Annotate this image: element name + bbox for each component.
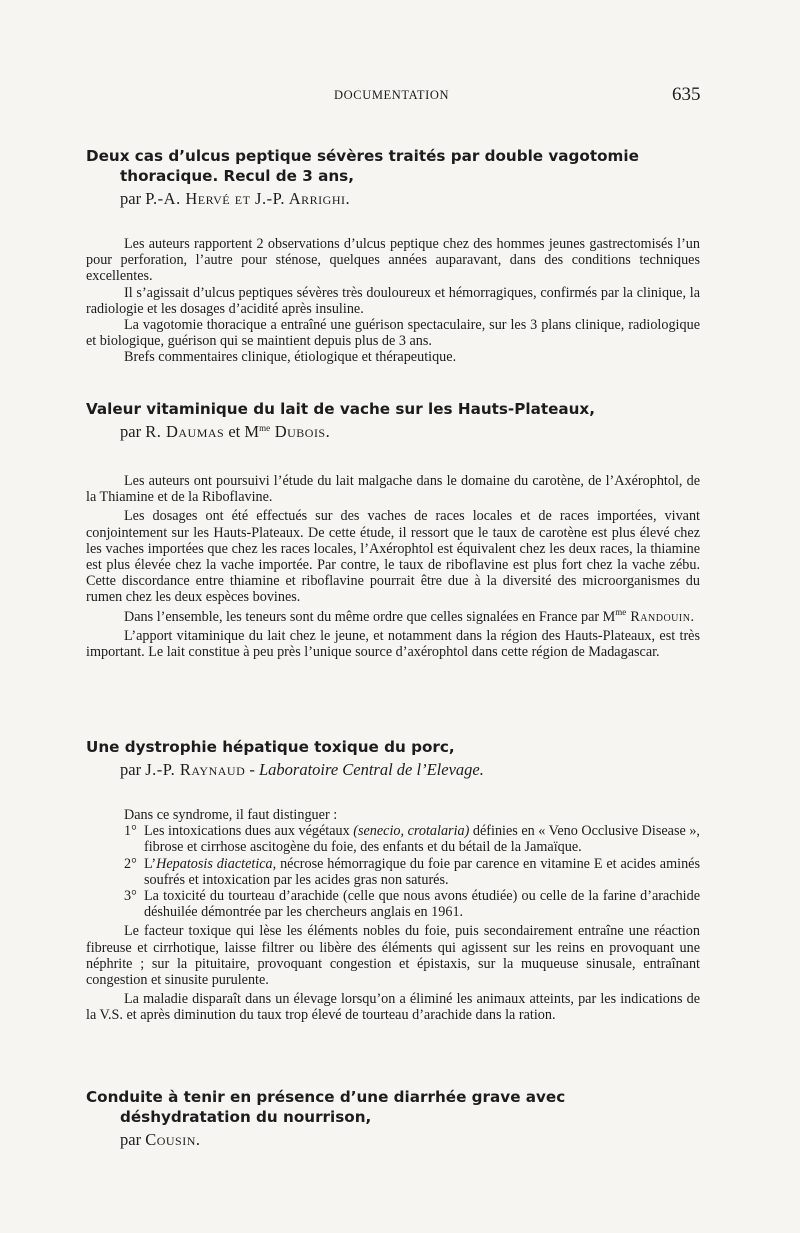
article-2-body <box>86 473 700 660</box>
title-superscript: me <box>259 423 271 433</box>
article-4-byline <box>120 1129 700 1151</box>
list-number: 3° <box>124 888 137 905</box>
byline-prefix: par <box>120 189 146 208</box>
article-1-paragraph: Brefs commentaires clinique, étiologique et thérapeutique. <box>124 349 457 366</box>
article-1-title: Deux cas d’ulcus peptique sévères traités par double vagotomie thoracique. Recul de 3 ans, <box>86 147 639 185</box>
page-number: 635 <box>672 84 701 105</box>
list-text: La toxicité du tourteau d’arachide (celle que nous avons étudiée) ou celle de la farine d’arachide déshuilée démontrée par les chercheurs anglais en 1961. <box>144 888 700 921</box>
article-3-paragraph: Le facteur toxique qui lèse les éléments nobles du foie, puis secondairement entraîne une réaction fibreuse et cirrhotique, laisse filtrer ou libère des éléments qui agissent sur les reins en provoquant une néphrite ; sur la pituitaire, provoquant congestion et épistaxis, sur la muqueuse sinusale, entraînant congestion et sinusite purulente. <box>86 923 700 989</box>
paragraph-text: Dans l’ensemble, les teneurs sont du même ordre que celles signalées en France par M <box>124 608 616 625</box>
list-text: nécrose hémorragique du foie par carence en vitamine E et acides aminés soufrés et intoxication par les acides gras non saturés. <box>144 855 700 888</box>
article-3-list <box>86 823 700 920</box>
list-item <box>86 823 700 855</box>
article-2-byline <box>120 421 700 443</box>
running-head <box>0 84 800 108</box>
list-italic: Hepatosis diactetica, <box>156 855 277 872</box>
article-3-affiliation: - Laboratoire Central de l’Elevage. <box>245 760 484 779</box>
list-text: Les intoxications dues aux végétaux <box>144 823 354 840</box>
list-text: L’ <box>144 855 157 872</box>
article-3-authors: J.-P. Raynaud <box>145 760 246 779</box>
article-2-title: Valeur vitaminique du lait de vache sur les Hauts-Plateaux, <box>86 400 596 418</box>
article-2 <box>86 399 700 660</box>
article-2-paragraph: Les auteurs ont poursuivi l’étude du lait malgache dans le domaine du carotène, de l’Axérophtol, de la Thiamine et de la Riboflavine. <box>86 473 700 506</box>
title-superscript: me <box>615 606 627 617</box>
article-3-byline <box>120 759 700 781</box>
article-1-paragraph: La vagotomie thoracique a entraîné une guérison spectaculaire, sur les 3 plans clinique, radiologique et biologique, guérison qui se maintient depuis plus de 3 ans. <box>86 317 700 350</box>
running-title: DOCUMENTATION <box>334 88 450 102</box>
article-2-paragraph: L’apport vitaminique du lait chez le jeune, et notamment dans la région des Hauts-Plateaux, est très important. Le lait constitue à peu près l’unique source d’axérophtol dans cette région de Madagascar. <box>86 627 700 661</box>
article-1-body <box>86 236 700 366</box>
byline-prefix: par <box>120 760 146 779</box>
list-item <box>86 856 700 888</box>
article-2-author-2: Dubois. <box>270 422 331 441</box>
article-3-title: Une dystrophie hépatique toxique du porc, <box>86 738 455 756</box>
article-3-body <box>86 807 700 1024</box>
article-2-paragraph <box>86 606 700 625</box>
byline-and: et M <box>224 422 260 441</box>
byline-prefix: par <box>120 422 146 441</box>
article-4-title: Conduite à tenir en présence d’une diarrhée grave avec déshydratation du nourrison, <box>86 1088 566 1126</box>
article-3-intro: Dans ce syndrome, il faut distinguer : <box>124 807 338 823</box>
byline-prefix: par <box>120 1130 146 1149</box>
article-3 <box>86 737 700 1024</box>
list-item <box>86 888 700 920</box>
list-text: définies en « Veno Occlusive Disease », fibrose et cirrhose ascitogène du foie, des enfants et du bétail de la Jamaïque. <box>144 823 700 856</box>
article-2-paragraph: Les dosages ont été effectués sur des vaches de races locales et de races importées, vivant conjointement sur les Hauts-Plateaux. De cette étude, il ressort que le taux de carotène est plus élevé chez les vaches importées que chez les races locales, l’Axérophtol est équivalent chez les deux races, la thiamine est plus élevée chez la vache importée. Par contre, le taux de riboflavine est plus fort chez la vache zébu. Cette discordance entre thiamine et riboflavine pourrait être due à la diversité des microorganismes du rumen chez les deux espèces bovines. <box>86 508 700 606</box>
article-1-byline <box>120 188 700 210</box>
article-1-paragraph: Il s’agissait d’ulcus peptiques sévères très douloureux et hémorragiques, confirmés par la clinique, la radiologie et les dosages d’acidité après insuline. <box>86 284 700 317</box>
article-1-paragraph: Les auteurs rapportent 2 observations d’ulcus peptique chez des hommes jeunes gastrectomisés l’un pour perforation, l’autre pour sténose, quelques années auparavant, dans des conditions techniques excellentes. <box>86 236 700 285</box>
article-3-paragraph: La maladie disparaît dans un élevage lorsqu’on a éliminé les animaux atteints, par les indications de la V.S. et après diminution du taux trop élevé de tourteau d’arachide dans la ration. <box>86 991 700 1024</box>
cited-name: Randouin. <box>626 608 695 625</box>
article-1-authors: P.-A. Hervé et J.-P. Arrighi. <box>145 189 351 208</box>
article-1 <box>86 146 700 366</box>
list-number: 2° <box>124 855 137 872</box>
article-2-author-1: R. Daumas <box>145 422 225 441</box>
list-italic: (senecio, crotalaria) <box>353 823 470 840</box>
article-4-authors: Cousin. <box>145 1130 201 1149</box>
list-number: 1° <box>124 823 137 840</box>
article-4 <box>86 1087 700 1151</box>
